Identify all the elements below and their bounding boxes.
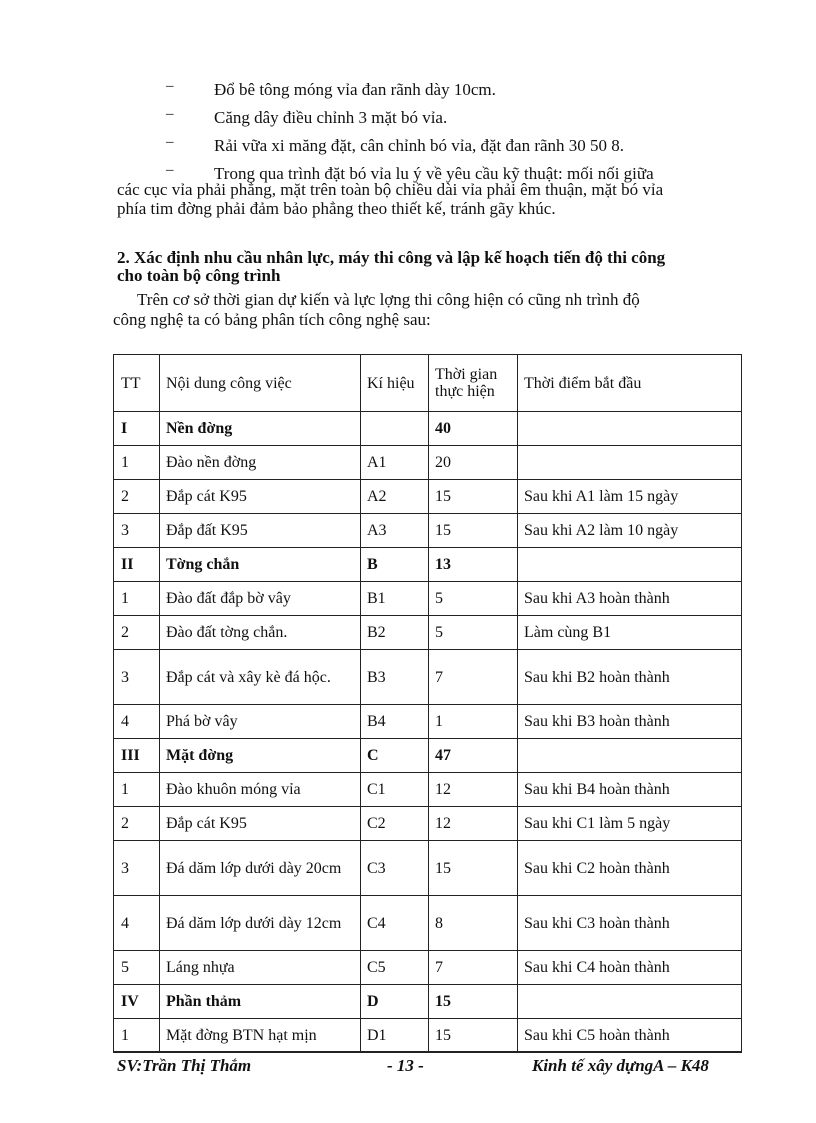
bullet-dash: – [166, 134, 174, 150]
cell-name: Phần thảm [160, 985, 361, 1019]
cell-code: C2 [361, 807, 429, 841]
cell-name: Đá dăm lớp dưới dày 12cm [160, 896, 361, 951]
cell-time: 12 [429, 773, 518, 807]
cell-tt: 1 [114, 446, 160, 480]
cell-start: Sau khi A2 làm 10 ngày [518, 514, 742, 548]
cell-tt: I [114, 412, 160, 446]
cell-start [518, 446, 742, 480]
cell-time: 5 [429, 582, 518, 616]
cell-tt: 4 [114, 705, 160, 739]
cell-time: 8 [429, 896, 518, 951]
cell-time: 15 [429, 1019, 518, 1053]
cell-tt: 4 [114, 896, 160, 951]
section-heading: 2. Xác định nhu cầu nhân lực, máy thi công và lập kế hoạch tiến độ thi công [117, 248, 666, 267]
cell-name: Đào nền đờng [160, 446, 361, 480]
cell-code: C1 [361, 773, 429, 807]
cell-time: 15 [429, 514, 518, 548]
bullet-text: Căng dây điều chỉnh 3 mặt bó vỉa. [214, 108, 448, 127]
cell-code: C5 [361, 951, 429, 985]
cell-start: Sau khi A1 làm 15 ngày [518, 480, 742, 514]
cell-name: Đắp đất K95 [160, 514, 361, 548]
cell-name: Mặt đờng BTN hạt mịn [160, 1019, 361, 1053]
table-row [114, 896, 742, 951]
section-heading: cho toàn bộ công trình [117, 266, 281, 285]
paragraph-line: các cục vỉa phải phẳng, mặt trên toàn bộ chiều dài vỉa phải êm thuận, mặt bó vỉa [117, 180, 664, 199]
cell-tt: IV [114, 985, 160, 1019]
cell-time: 47 [429, 739, 518, 773]
cell-tt: 2 [114, 807, 160, 841]
paragraph-line: công nghệ ta có bảng phân tích công nghệ sau: [113, 310, 431, 329]
cell-time: 1 [429, 705, 518, 739]
cell-start: Sau khi A3 hoàn thành [518, 582, 742, 616]
table-row [114, 480, 742, 514]
cell-tt: 3 [114, 841, 160, 896]
cell-start: Sau khi B2 hoàn thành [518, 650, 742, 705]
table-row [114, 1019, 742, 1053]
cell-code: B3 [361, 650, 429, 705]
cell-time: 15 [429, 841, 518, 896]
table-row [114, 446, 742, 480]
header-time: Thời gian thực hiện [429, 355, 518, 412]
table-row [114, 773, 742, 807]
cell-tt: 3 [114, 514, 160, 548]
cell-start: Sau khi C3 hoàn thành [518, 896, 742, 951]
cell-time: 40 [429, 412, 518, 446]
bullet-text: Trong qua trình đặt bó vỉa lu ý về yêu cầu kỹ thuật: mối nối giữa [214, 164, 654, 183]
cell-tt: 5 [114, 951, 160, 985]
cell-code: B2 [361, 616, 429, 650]
cell-start [518, 739, 742, 773]
table-row [114, 514, 742, 548]
footer-student: SV:Trần Thị Thắm [117, 1056, 252, 1075]
bullet-dash: – [166, 78, 174, 94]
cell-tt: 2 [114, 480, 160, 514]
bullet-dash: – [166, 106, 174, 122]
table-header-row [114, 355, 742, 412]
table-group-row [114, 739, 742, 773]
footer-page-number: - 13 - [387, 1056, 424, 1075]
cell-time: 12 [429, 807, 518, 841]
table-row [114, 616, 742, 650]
footer-divider [113, 1051, 742, 1052]
cell-name: Phá bờ vây [160, 705, 361, 739]
cell-name: Đào đất tờng chắn. [160, 616, 361, 650]
cell-name: Đào đất đắp bờ vây [160, 582, 361, 616]
cell-tt: 3 [114, 650, 160, 705]
cell-name: Đào khuôn móng vỉa [160, 773, 361, 807]
cell-tt: 1 [114, 582, 160, 616]
table-group-row [114, 412, 742, 446]
header-name: Nội dung công việc [160, 355, 361, 412]
cell-start [518, 985, 742, 1019]
table-row [114, 841, 742, 896]
cell-time: 5 [429, 616, 518, 650]
cell-name: Nền đờng [160, 412, 361, 446]
cell-code: C [361, 739, 429, 773]
cell-start [518, 548, 742, 582]
cell-name: Đắp cát K95 [160, 480, 361, 514]
cell-time: 7 [429, 650, 518, 705]
cell-start [518, 412, 742, 446]
header-code: Kí hiệu [361, 355, 429, 412]
footer-course: Kinh tế xây dựngA – K48 [532, 1056, 709, 1075]
table-row [114, 582, 742, 616]
cell-name: Đá dăm lớp dưới dày 20cm [160, 841, 361, 896]
cell-time: 15 [429, 985, 518, 1019]
cell-code: D [361, 985, 429, 1019]
cell-time: 7 [429, 951, 518, 985]
bullet-text: Đổ bê tông móng vỉa đan rãnh dày 10cm. [214, 80, 496, 99]
header-tt: TT [114, 355, 160, 412]
cell-tt: 1 [114, 773, 160, 807]
cell-code [361, 412, 429, 446]
cell-start: Sau khi C5 hoàn thành [518, 1019, 742, 1053]
cell-name: Đắp cát K95 [160, 807, 361, 841]
bullet-text: Rải vữa xi măng đặt, cân chỉnh bó vỉa, đặt đan rãnh 30 50 8. [214, 136, 625, 155]
table-row [114, 807, 742, 841]
cell-start: Sau khi C4 hoàn thành [518, 951, 742, 985]
table-group-row [114, 985, 742, 1019]
cell-code: B4 [361, 705, 429, 739]
cell-time: 15 [429, 480, 518, 514]
cell-time: 13 [429, 548, 518, 582]
cell-tt: 1 [114, 1019, 160, 1053]
cell-tt: II [114, 548, 160, 582]
cell-name: Tờng chắn [160, 548, 361, 582]
cell-start: Làm cùng B1 [518, 616, 742, 650]
paragraph-line: Trên cơ sở thời gian dự kiến và lực lợng thi công hiện có cũng nh trình độ [137, 290, 640, 309]
cell-code: C4 [361, 896, 429, 951]
cell-start: Sau khi B3 hoàn thành [518, 705, 742, 739]
cell-code: C3 [361, 841, 429, 896]
cell-name: Đắp cát và xây kè đá hộc. [160, 650, 361, 705]
table-group-row [114, 548, 742, 582]
table-row [114, 705, 742, 739]
header-start: Thời điểm bắt đầu [518, 355, 742, 412]
cell-code: A1 [361, 446, 429, 480]
cell-start: Sau khi C2 hoàn thành [518, 841, 742, 896]
cell-name: Láng nhựa [160, 951, 361, 985]
cell-start: Sau khi C1 làm 5 ngày [518, 807, 742, 841]
paragraph-line: phía tim đờng phải đảm bảo phẳng theo thiết kế, tránh gãy khúc. [117, 199, 556, 218]
table-row [114, 650, 742, 705]
cell-code: D1 [361, 1019, 429, 1053]
cell-tt: III [114, 739, 160, 773]
bullet-dash: – [166, 162, 174, 178]
cell-time: 20 [429, 446, 518, 480]
cell-code: A2 [361, 480, 429, 514]
cell-code: A3 [361, 514, 429, 548]
table-row [114, 951, 742, 985]
cell-code: B1 [361, 582, 429, 616]
cell-code: B [361, 548, 429, 582]
cell-tt: 2 [114, 616, 160, 650]
work-schedule-table [113, 354, 742, 1053]
cell-name: Mặt đờng [160, 739, 361, 773]
cell-start: Sau khi B4 hoàn thành [518, 773, 742, 807]
